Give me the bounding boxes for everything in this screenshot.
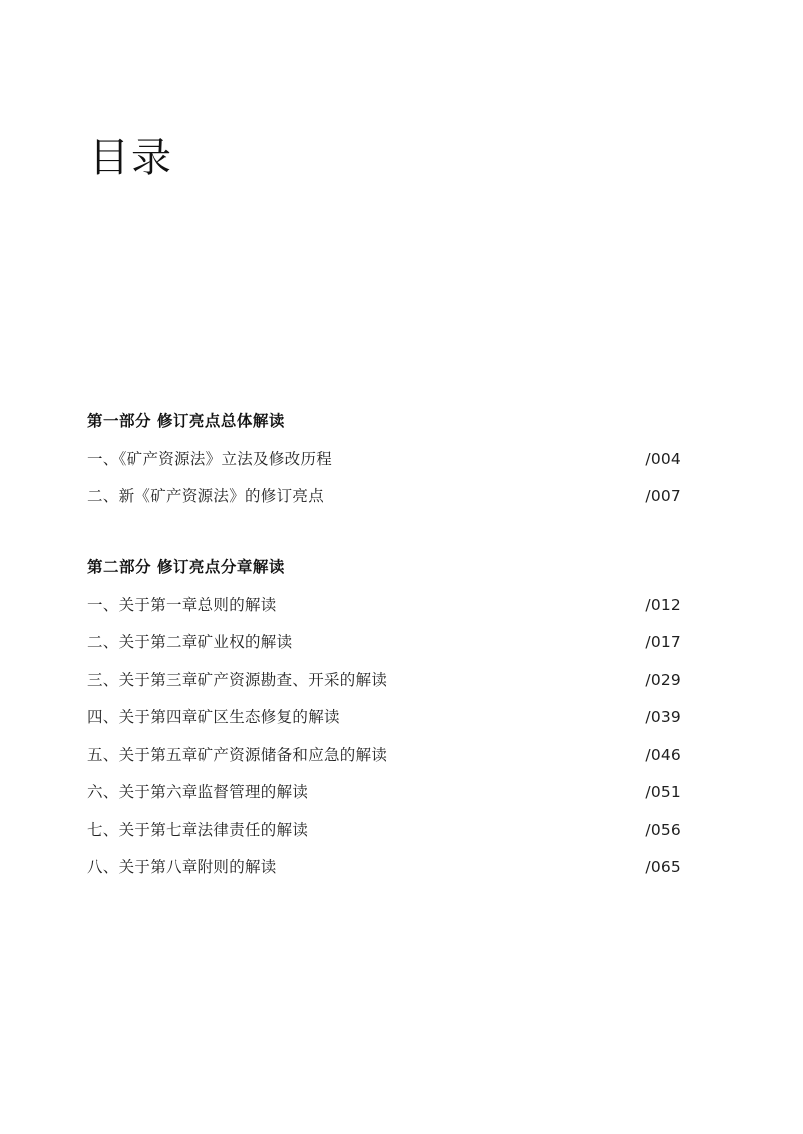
toc-entry-page-number: /004	[645, 450, 681, 468]
toc-entry[interactable]	[87, 780, 681, 804]
toc-entry-title: 七、关于第七章法律责任的解读	[87, 821, 309, 839]
part-heading: 第一部分 修订亮点总体解读	[87, 412, 285, 430]
toc-entry-page-number: /017	[645, 633, 681, 651]
toc-entry-page-number: /039	[645, 708, 681, 726]
toc-entry[interactable]	[87, 593, 681, 617]
toc-entry-title: 一、关于第一章总则的解读	[87, 596, 277, 614]
toc-entry-title: 一、《矿产资源法》立法及修改历程	[87, 450, 333, 468]
toc-entry-title: 二、关于第二章矿业权的解读	[87, 633, 293, 651]
toc-entry-page-number: /012	[645, 596, 681, 614]
toc-entry-title: 六、关于第六章监督管理的解读	[87, 783, 309, 801]
toc-entry[interactable]	[87, 630, 681, 654]
toc-entry-title: 二、新《矿产资源法》的修订亮点	[87, 487, 325, 505]
toc-entry-page-number: /007	[645, 487, 681, 505]
toc-entry-page-number: /029	[645, 671, 681, 689]
toc-entry[interactable]	[87, 705, 681, 729]
part-heading: 第二部分 修订亮点分章解读	[87, 558, 285, 576]
toc-entry-page-number: /051	[645, 783, 681, 801]
toc-entry-page-number: /065	[645, 858, 681, 876]
toc-entry-title: 五、关于第五章矿产资源储备和应急的解读	[87, 746, 388, 764]
toc-entry-page-number: /056	[645, 821, 681, 839]
toc-entry[interactable]	[87, 484, 681, 508]
toc-entry[interactable]	[87, 447, 681, 471]
page-title: 目录	[89, 135, 173, 181]
toc-entry[interactable]	[87, 855, 681, 879]
toc-entry-title: 三、关于第三章矿产资源勘查、开采的解读	[87, 671, 388, 689]
toc-entry[interactable]	[87, 743, 681, 767]
toc-entry[interactable]	[87, 818, 681, 842]
toc-entry-title: 八、关于第八章附则的解读	[87, 858, 277, 876]
toc-entry-page-number: /046	[645, 746, 681, 764]
toc-entry[interactable]	[87, 668, 681, 692]
toc-entry-title: 四、关于第四章矿区生态修复的解读	[87, 708, 340, 726]
